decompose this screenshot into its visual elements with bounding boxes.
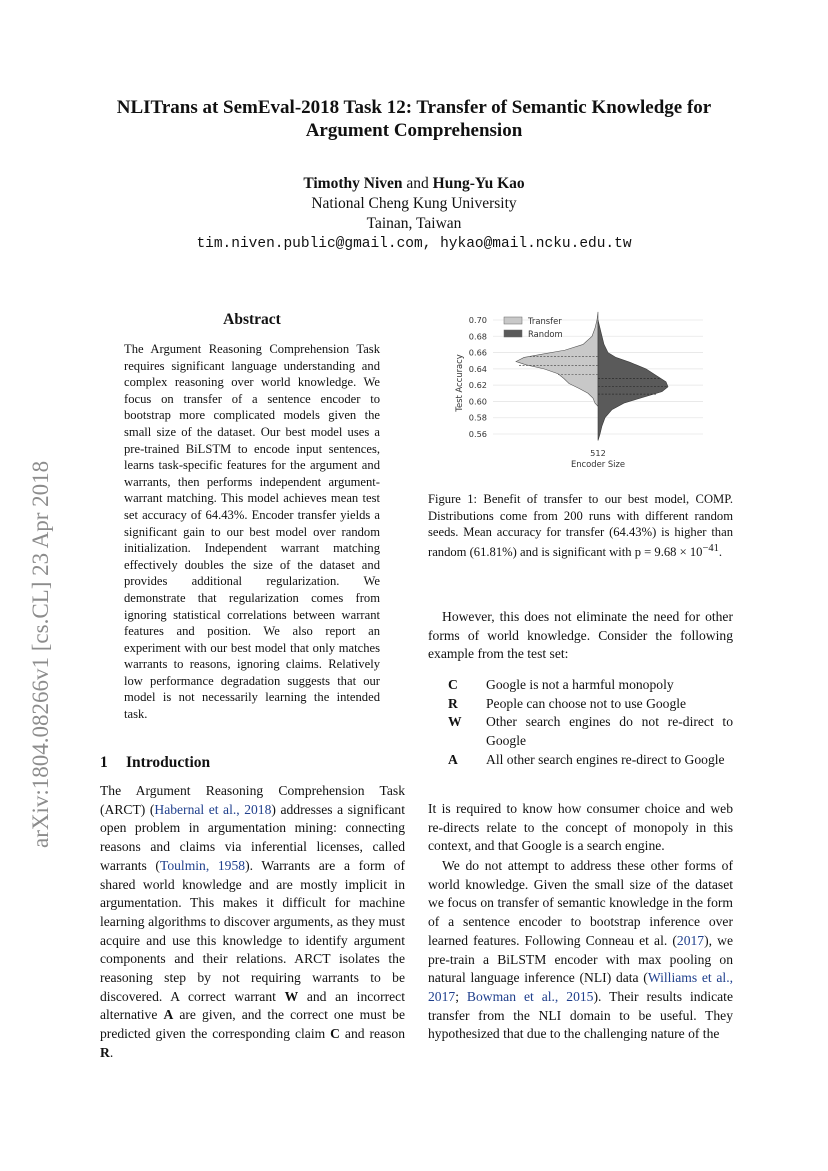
section-heading xyxy=(100,754,405,772)
abstract-text: The Argument Reasoning Comprehension Task requires significant language understanding and complex reasoning over world knowledge. We focus on transfer of a sentence encoder to bootstrap more complicated models given the small size of the dataset. Our best model uses a pre-trained BiLSTM to encode input sentences, learns task-specific features for the argument and warrants, then performs independent argument-warrant matching. This model achieves mean test set accuracy of 64.43%. Encoder transfer yields a significant gain to our best model over random initialization. Independent warrant matching effectively doubles the size of the dataset and provides additional regularization. We demonstrate that regularization comes from ignoring statistical correlations between warrant features and position. We also report an experiment with our best model that only matches warrants to reasons, ignoring claims. Relatively low performance degradation suggests that our model is not necessarily learning the intended task. xyxy=(124,342,380,722)
y-tick-label: 0.62 xyxy=(468,380,487,391)
citation-link[interactable]: Williams et al., 2017 xyxy=(428,970,733,1004)
example-key: W xyxy=(448,714,462,730)
citation-link[interactable]: Bowman et al., 2015 xyxy=(466,988,594,1004)
caption-exponent: −41 xyxy=(702,542,719,554)
text-run: and reason xyxy=(339,1026,405,1042)
text-run: ), we pre-train a BiLSTM encoder with max pooling on natural language inference (NLI) data ( xyxy=(428,932,733,986)
title-line-1: NLITrans at SemEval-2018 Task 12: Transfer of Semantic Knowledge for xyxy=(116,97,712,118)
arxiv-stamp xyxy=(18,360,58,850)
author-2: Hung-Yu Kao xyxy=(432,175,525,192)
paragraph: It is required to know how consumer choice and web re-directs relate to the concept of monopoly in this context, and that Google is a search engine. xyxy=(428,801,733,854)
caption-end: . xyxy=(718,544,723,559)
abstract-heading: Abstract xyxy=(223,311,281,328)
example-text: Google is not a harmful monopoly xyxy=(486,677,674,692)
example-item xyxy=(448,695,733,714)
author-1: Timothy Niven xyxy=(303,175,403,192)
example-key: A xyxy=(448,751,458,767)
text-run: We do not attempt to address these other forms of world knowledge. Given the small size of the dataset we focus on transfer of semantic knowledge in the form of a sentence encoder to bootstrap inference over learned features. Following Conneau et al. ( xyxy=(428,858,733,948)
author-and: and xyxy=(402,175,433,192)
example-item xyxy=(448,713,733,750)
title-line-2: Argument Comprehension xyxy=(305,120,523,141)
author-block xyxy=(80,174,748,254)
example-text: Other search engines do not re-direct to Google xyxy=(486,714,733,749)
arxiv-id: arXiv:1804.08266v1 [cs.CL] 23 Apr 2018 xyxy=(28,460,53,848)
violin-chart xyxy=(428,308,733,486)
section-title: Introduction xyxy=(126,754,211,771)
paper-title xyxy=(80,96,748,142)
example-item xyxy=(448,751,733,770)
text-run: . xyxy=(109,1044,114,1060)
legend-swatch xyxy=(504,317,522,324)
text-run: ). Warrants are a form of shared world knowledge and are mostly implicit in argumentation. This makes it difficult for machine learning algorithms to discover arguments, as they must acquire and use this knowledge to identify argument components and their relations. ARCT isolates the reasoning step by not requiring warrants to be discovered. A correct warrant xyxy=(100,857,405,1004)
email: tim.niven.public@gmail.com, hykao@mail.ncku.edu.tw xyxy=(196,236,632,252)
legend-label: Random xyxy=(528,329,563,339)
y-tick-label: 0.60 xyxy=(468,396,487,407)
citation-link[interactable]: 2017 xyxy=(676,932,705,948)
intro-paragraph xyxy=(100,782,405,1063)
symbol-c: C xyxy=(330,1026,340,1042)
author-names xyxy=(80,174,748,194)
example-text: All other search engines re-direct to Google xyxy=(486,751,725,767)
example-key: C xyxy=(448,677,458,692)
text-run: are given, and the correct one must be predicted given the corresponding claim xyxy=(100,1007,405,1042)
y-tick-label: 0.64 xyxy=(468,363,487,374)
text-run: The Argument Reasoning Comprehension Task (ARCT) ( xyxy=(100,783,405,817)
y-tick-label: 0.68 xyxy=(468,331,487,342)
location: Tainan, Taiwan xyxy=(366,215,462,232)
y-tick-label: 0.58 xyxy=(468,412,487,423)
paragraph: However, this does not eliminate the need for other forms of world knowledge. Consider the following example from the test set: xyxy=(428,609,733,662)
paragraph xyxy=(428,857,733,1044)
text-run: ) addresses a significant open problem in argumentation mining: connecting reasons and claims via inferential licenses, called warrants ( xyxy=(100,801,406,873)
example-item xyxy=(448,676,733,695)
caption-text: Figure 1: Benefit of transfer to our best model, COMP. Distributions come from 200 runs with different random seeds. Mean accuracy for transfer (64.43%) is higher than random (61.81%) and is significant with p = 9.68 × 10 xyxy=(428,492,733,559)
example-list xyxy=(448,676,733,770)
text-run: and an incorrect alternative xyxy=(100,988,405,1023)
citation-link[interactable]: Toulmin, 1958 xyxy=(159,857,246,873)
symbol-a: A xyxy=(163,1007,174,1023)
y-tick-label: 0.70 xyxy=(468,315,487,325)
legend-swatch xyxy=(504,330,522,337)
affiliation: National Cheng Kung University xyxy=(311,195,517,212)
figure-1 xyxy=(428,308,733,486)
x-axis-label: Encoder Size xyxy=(570,459,626,469)
violin-transfer xyxy=(516,312,598,406)
figure-caption xyxy=(428,491,733,561)
y-tick-label: 0.66 xyxy=(468,347,487,358)
example-key: R xyxy=(448,695,458,711)
section-number: 1 xyxy=(100,754,108,771)
y-tick-label: 0.56 xyxy=(468,429,487,439)
symbol-r: R xyxy=(100,1044,110,1060)
citation-link[interactable]: Habernal et al., 2018 xyxy=(154,801,272,817)
text-run: ). Their results indicate transfer from the NLI domain to be useful. They hypothesized that due to the challenging nature of the xyxy=(428,988,733,1042)
x-tick-label: 512 xyxy=(590,448,606,458)
legend-label: Transfer xyxy=(528,316,562,326)
example-text: People can choose not to use Google xyxy=(486,695,687,711)
symbol-w: W xyxy=(284,988,299,1004)
violin-random xyxy=(598,320,668,441)
y-axis-label: Test Accuracy xyxy=(454,354,464,412)
text-run: ; xyxy=(455,988,467,1004)
